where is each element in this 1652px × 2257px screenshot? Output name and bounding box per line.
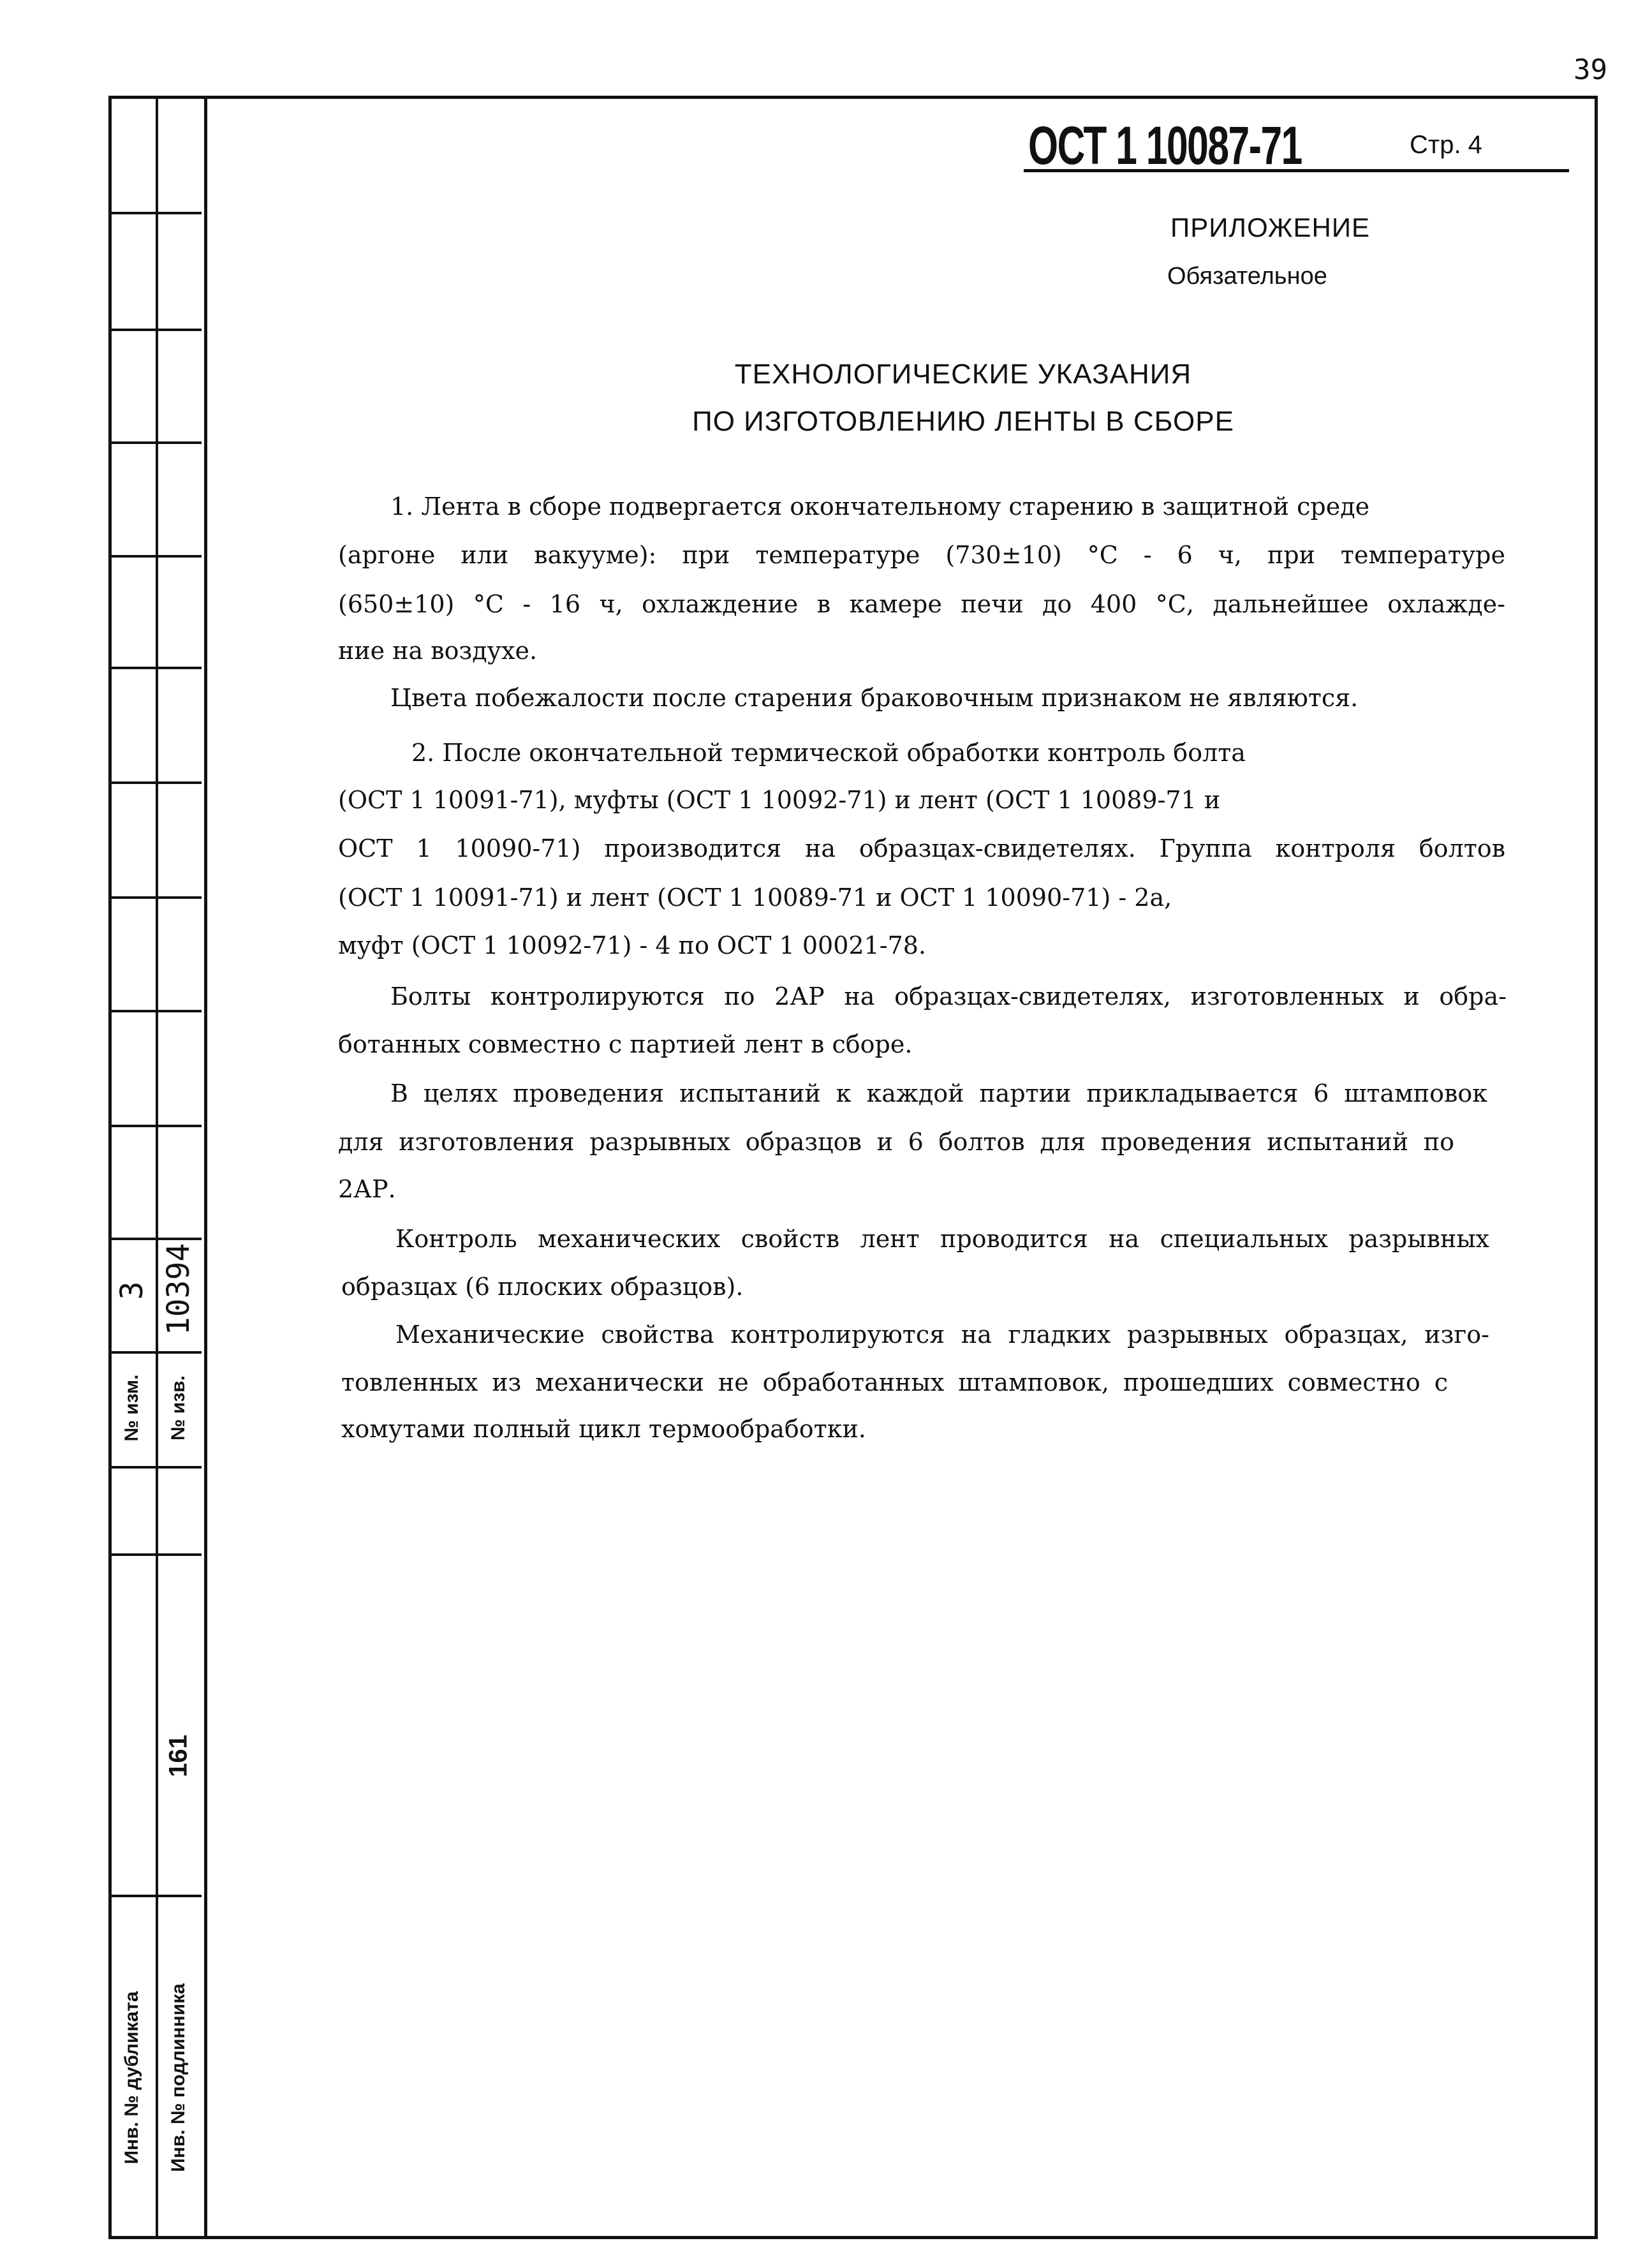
body-line: Болты контролируются по 2АР на образцах-свидетелях, изготовленных и обра- <box>390 982 1507 1010</box>
body-line: образцах (6 плоских образцов). <box>341 1273 744 1301</box>
document-title-line-2: ПО ИЗГОТОВЛЕНИЮ ЛЕНТЫ В СБОРЕ <box>692 406 1234 437</box>
stamp-original-value: 161 <box>164 1735 193 1777</box>
body-line: 2АР. <box>338 1175 396 1203</box>
body-line: Цвета побежалости после старения браковочным признаком не являются. <box>390 684 1359 712</box>
document-title-line-1: ТЕХНОЛОГИЧЕСКИЕ УКАЗАНИЯ <box>734 359 1192 390</box>
body-line: 1. Лента в сборе подвергается окончательному старению в защитной среде <box>390 492 1370 521</box>
body-line: для изготовления разрывных образцов и 6 болтов для проведения испытаний по <box>338 1128 1454 1156</box>
stamp-divider <box>108 212 202 214</box>
stamp-divider <box>108 896 202 899</box>
body-line: (650±10) °С - 16 ч, охлаждение в камере печи до 400 °С, дальнейшее охлажде- <box>338 590 1505 618</box>
stamp-divider <box>108 781 202 784</box>
stamp-izv-label: № изв. <box>168 1375 189 1440</box>
document-code: ОСТ 1 10087-71 <box>1028 115 1302 175</box>
body-line: ОСТ 1 10090-71) производится на образцах-свидетелях. Группа контроля болтов <box>338 834 1505 862</box>
stamp-divider <box>108 1895 202 1897</box>
body-line: (ОСТ 1 10091-71) и лент (ОСТ 1 10089-71 и ОСТ 1 10090-71) - 2а, <box>338 884 1172 912</box>
stamp-divider <box>108 1125 202 1127</box>
body-line: муфт (ОСТ 1 10092-71) - 4 по ОСТ 1 00021-78. <box>338 931 927 959</box>
stamp-divider <box>108 1466 202 1469</box>
stamp-divider <box>108 329 202 331</box>
stamp-divider <box>108 1553 202 1556</box>
page-number: 39 <box>1574 54 1607 86</box>
stamp-duplicate-label: Инв. № дубликата <box>121 1991 142 2164</box>
stamp-divider <box>108 1010 202 1012</box>
stamp-izv-value: 10394 <box>161 1243 196 1336</box>
body-line: хомутами полный цикл термообработки. <box>341 1415 866 1443</box>
body-line: ботанных совместно с партией лент в сборе. <box>338 1030 913 1058</box>
stamp-izm-value: 3 <box>114 1281 150 1300</box>
appendix-title: ПРИЛОЖЕНИЕ <box>1170 212 1371 242</box>
body-line: 2. После окончательной термической обработки контроль болта <box>411 739 1246 767</box>
body-line: товленных из механически не обработанных штамповок, прошедших совместно с <box>341 1368 1448 1396</box>
body-line: (аргоне или вакууме): при температуре (730±10) °С - 6 ч, при температуре <box>338 541 1505 569</box>
stamp-divider <box>108 667 202 669</box>
stamp-divider <box>108 555 202 558</box>
body-line: Контроль механических свойств лент проводится на специальных разрывных <box>395 1225 1489 1253</box>
page-label: Стр. 4 <box>1410 131 1482 159</box>
stamp-divider <box>108 1351 202 1354</box>
body-line: ние на воздухе. <box>338 637 538 665</box>
body-line: В целях проведения испытаний к каждой партии прикладывается 6 штамповок <box>390 1079 1487 1107</box>
stamp-divider <box>108 441 202 444</box>
stamp-izm-label: № изм. <box>121 1374 142 1442</box>
header-rule <box>1024 169 1569 172</box>
stamp-original-label: Инв. № подлинника <box>168 1983 189 2172</box>
body-line: Механические свойства контролируются на гладких разрывных образцах, изго- <box>395 1321 1489 1349</box>
body-line: (ОСТ 1 10091-71), муфты (ОСТ 1 10092-71) и лент (ОСТ 1 10089-71 и <box>338 786 1221 814</box>
appendix-note: Обязательное <box>1167 263 1327 290</box>
